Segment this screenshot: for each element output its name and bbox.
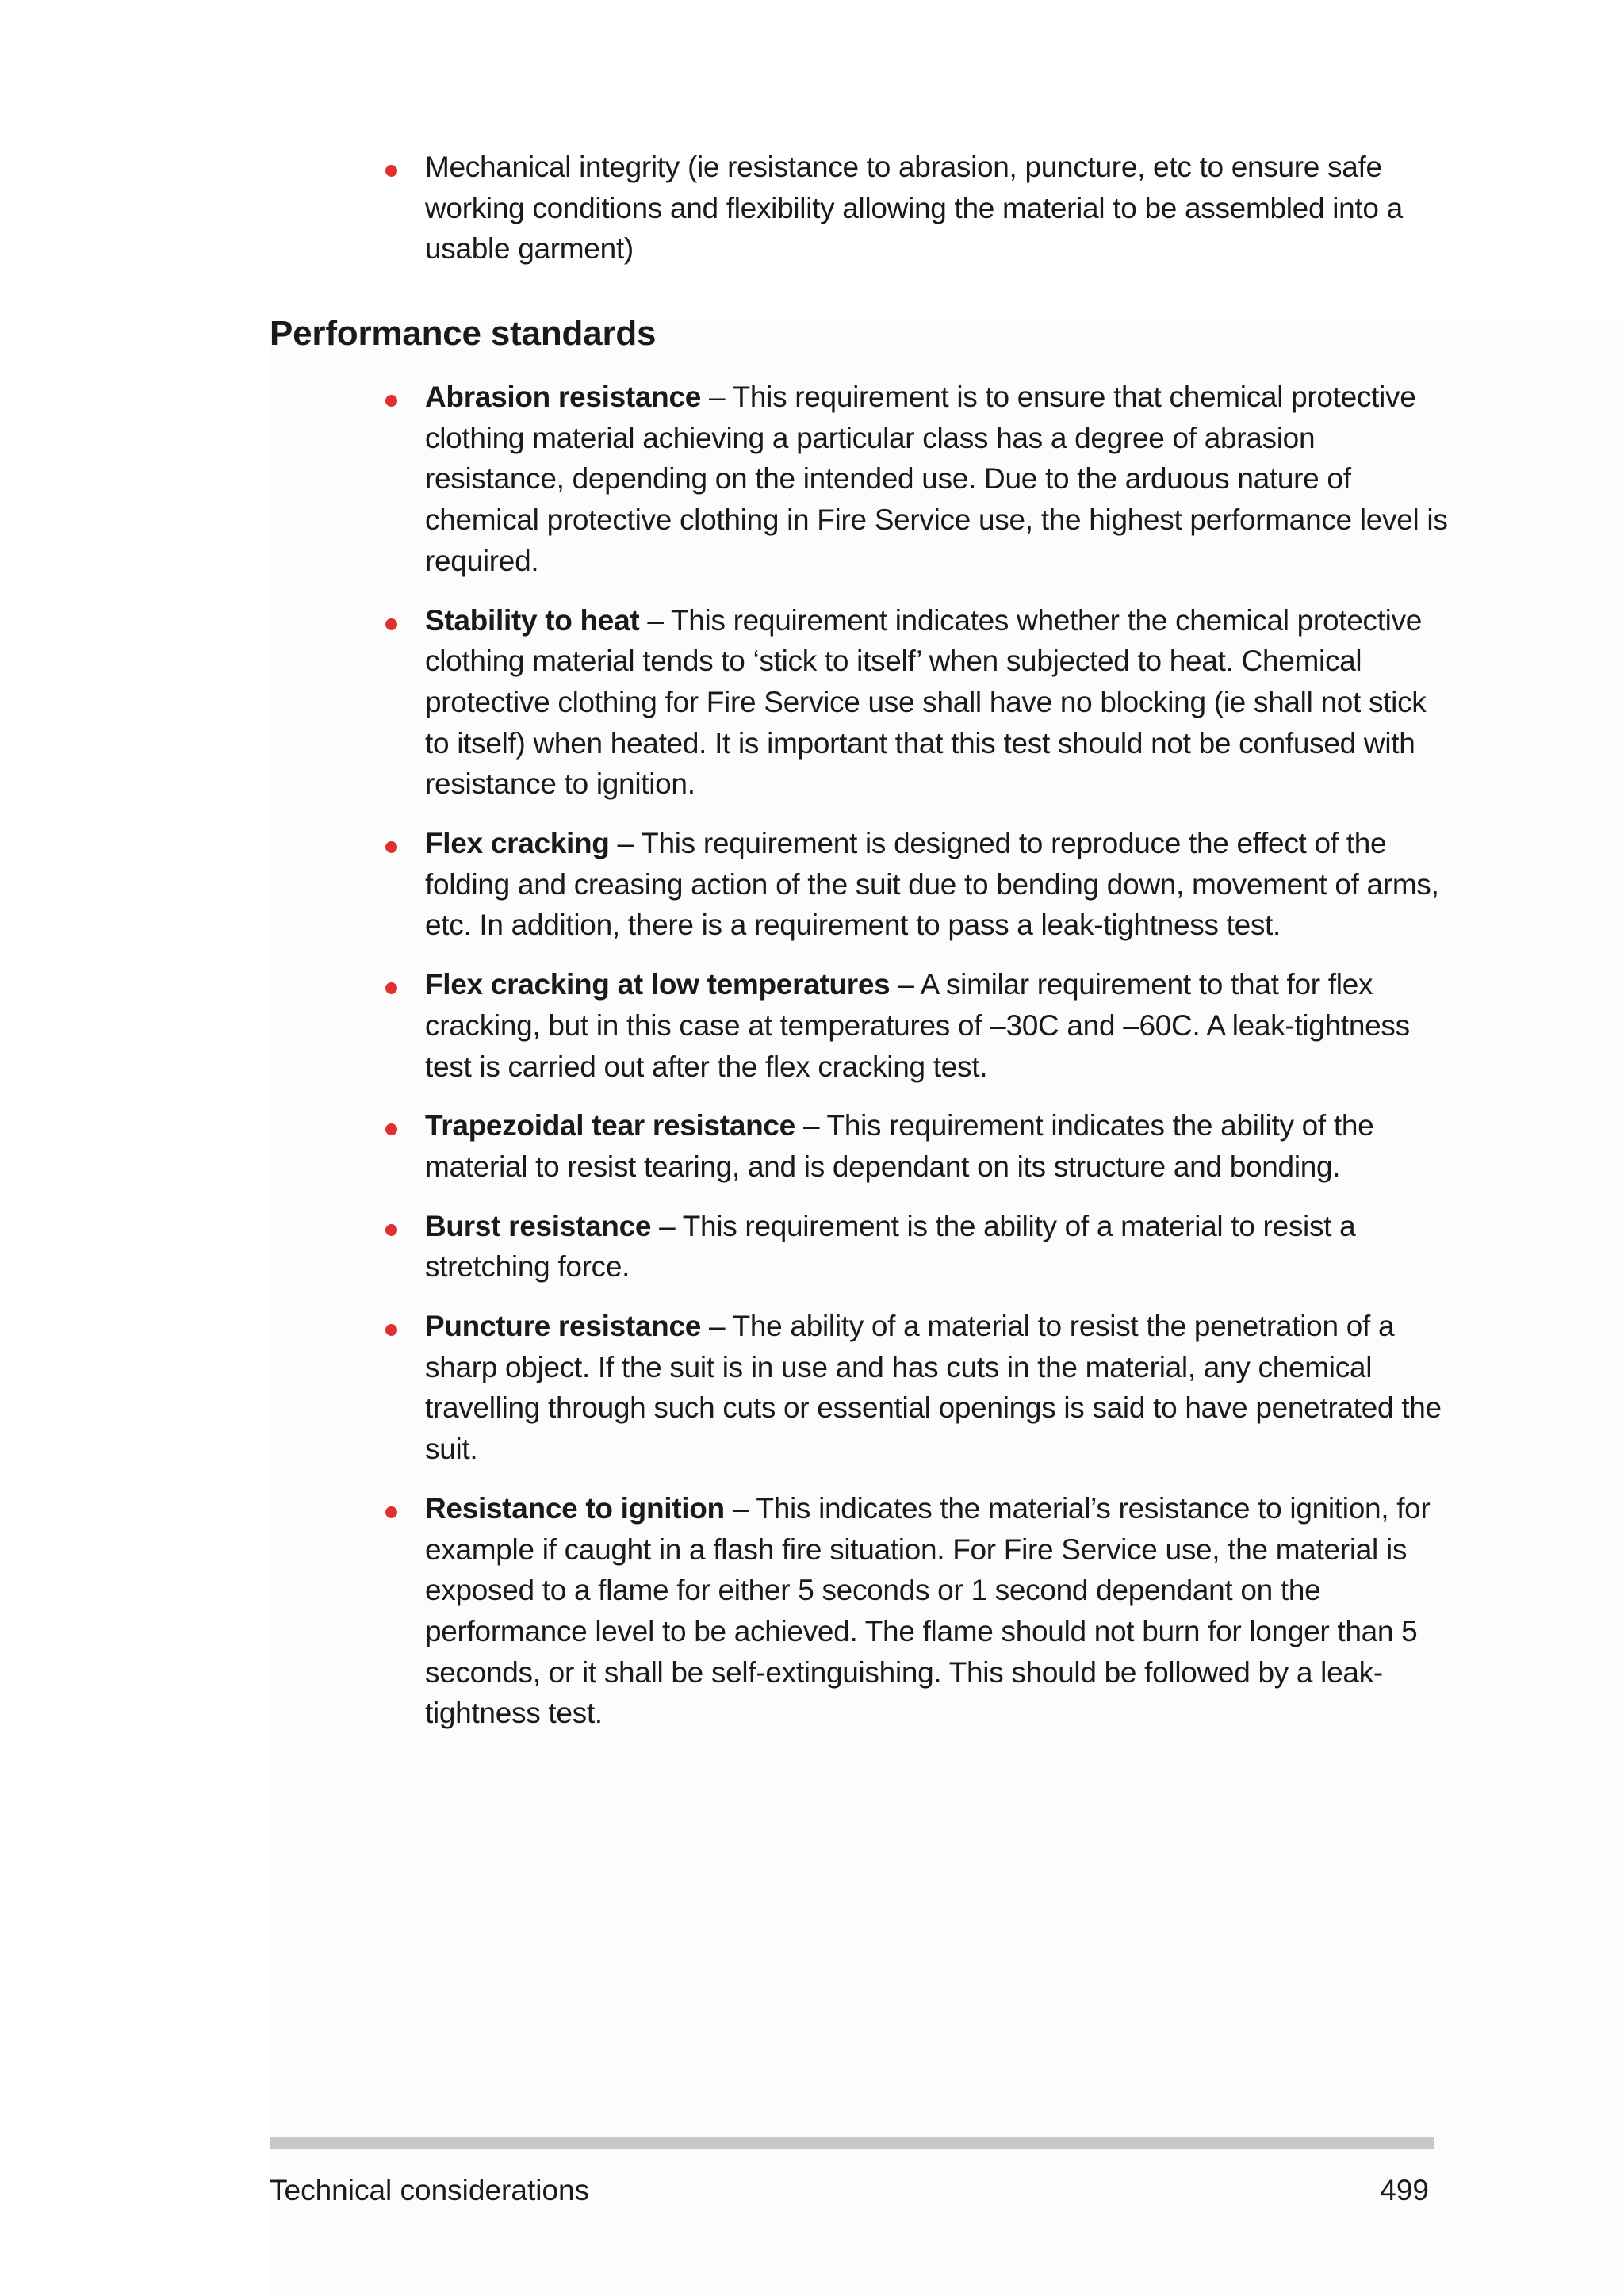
bullet-icon — [385, 1506, 397, 1518]
list-item-term: Flex cracking at low temperatures — [425, 968, 891, 1001]
list-item-text: – This requirement is to ensure that chemical protective clothing material achieving a particular class has a degree of abrasion resistance, depending on the intended use. Due to the arduous nature of chemical protective clothing in Fire Service use, the highest performance level is required. — [425, 381, 1448, 577]
list-item-text: – This requirement indicates whether the chemical protective clothing material tends to ‘stick to itself’ when subjected to heat. Chemical protective clothing for Fire Service use shall have no blocking (ie shall not stick to itself) when heated. It is important that this test should not be confused with resistance to ignition. — [425, 603, 1427, 801]
bullet-icon — [385, 1324, 397, 1336]
list-item-term: Puncture resistance — [425, 1310, 702, 1343]
bullet-icon — [385, 618, 397, 630]
list-item-term: Stability to heat — [425, 603, 640, 637]
list-item-text: Mechanical integrity (ie resistance to abrasion, puncture, etc to ensure safe working conditions and flexibility allowing the material to be assembled into a usable garment) — [425, 151, 1403, 266]
page-number: 499 — [1380, 2174, 1429, 2206]
list-item-resistance-to-ignition — [385, 1488, 1448, 1734]
section-heading: Performance standards — [270, 314, 657, 353]
list-item-flex-cracking-low-temperatures — [385, 964, 1448, 1087]
bullet-icon — [385, 841, 397, 853]
footer-section-title: Technical considerations — [270, 2174, 590, 2206]
footer-divider — [270, 2137, 1434, 2149]
list-item-term: Trapezoidal tear resistance — [425, 1109, 795, 1142]
list-item-text: – This requirement is the ability of a material to resist a stretching force. — [425, 1209, 1356, 1284]
list-item-abrasion-resistance — [385, 377, 1448, 582]
list-item-term: Burst resistance — [425, 1209, 652, 1242]
list-item-trapezoidal-tear-resistance — [385, 1105, 1448, 1187]
list-item-text: – The ability of a material to resist the penetration of a sharp object. If the suit is in use and has cuts in the material, any chemical travelling through such cuts or essential openings is said to have penetrated the suit. — [425, 1310, 1442, 1466]
list-item-flex-cracking — [385, 823, 1448, 946]
bullet-icon — [385, 982, 397, 994]
list-item-text: – A similar requirement to that for flex cracking, but in this case at temperatures of –30C and –60C. A leak-tightness test is carried out after the flex cracking test. — [425, 968, 1410, 1083]
intro-list — [385, 147, 1448, 288]
list-item-term: Abrasion resistance — [425, 381, 702, 413]
bullet-icon — [385, 395, 397, 407]
performance-standards-list — [385, 377, 1448, 1752]
list-item-term: Resistance to ignition — [425, 1491, 725, 1525]
bullet-icon — [385, 165, 397, 177]
bullet-icon — [385, 1224, 397, 1236]
list-item-puncture-resistance — [385, 1306, 1448, 1470]
list-item-stability-to-heat — [385, 600, 1448, 806]
list-item-text: – This indicates the material’s resistance to ignition, for example if caught in a flash fire situation. For Fire Service use, the material is exposed to a flame for either 5 seconds or 1 second dependant on the performance level to be achieved. The flame should not burn for longer than 5 seconds, or it shall be self-extinguishing. This should be followed by a leak-tightness test. — [425, 1491, 1431, 1730]
list-item-term: Flex cracking — [425, 827, 610, 860]
list-item-text: – This requirement indicates the ability of the material to resist tearing, and is dependant on its structure and bonding. — [425, 1109, 1374, 1183]
list-item-text: – This requirement is designed to reproduce the effect of the folding and creasing action of the suit due to bending down, movement of arms, etc. In addition, there is a requirement to pass a leak-tightness test. — [425, 827, 1439, 942]
list-item-burst-resistance — [385, 1206, 1448, 1288]
list-item — [385, 147, 1448, 270]
bullet-icon — [385, 1123, 397, 1135]
